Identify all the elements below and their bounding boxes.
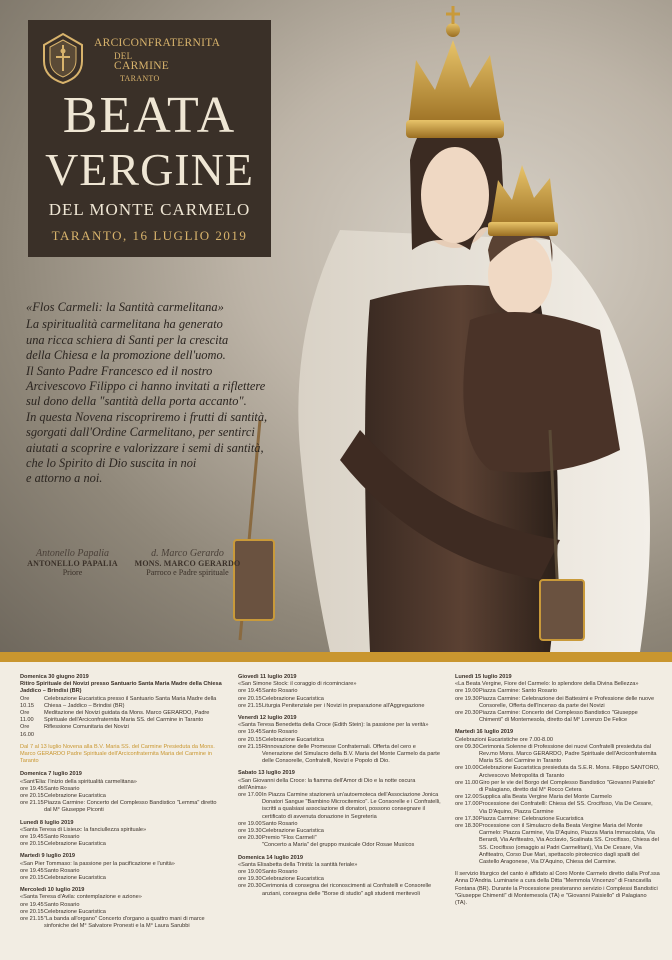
event-row — [238, 729, 444, 736]
event-time: ore 19.00 — [455, 688, 479, 695]
intro-text — [26, 300, 296, 487]
signature-scrawl: d. Marco Gerardo — [151, 548, 224, 559]
event-row — [20, 696, 222, 710]
day-subtitle: «Santa Teresa d'Avila: contemplazione e azione» — [20, 894, 142, 901]
event-time: ore 19.30 — [238, 876, 262, 883]
program-day — [20, 853, 222, 882]
program-day — [455, 674, 660, 724]
event-dateline: TARANTO, 16 LUGLIO 2019 — [51, 228, 248, 243]
confraternity-name-2: DEL — [114, 51, 133, 61]
day-heading: Lunedì 8 luglio 2019 — [20, 819, 74, 826]
event-row — [238, 737, 444, 744]
day-subtitle: «Santa Teresa Benedetta della Croce (Edith Stein): la passione per la verità» — [238, 722, 429, 729]
signature-role: Parroco e Padre spirituale — [146, 568, 229, 577]
day-heading: Venerdì 12 luglio 2019 — [238, 715, 297, 722]
event-time: ore 21.15 — [238, 702, 262, 709]
event-time: ore 20.15 — [238, 736, 262, 743]
program-day — [20, 771, 222, 814]
day-heading: Martedì 16 luglio 2019 — [455, 729, 514, 736]
event-row — [238, 696, 444, 703]
event-time: ore 19.45 — [20, 867, 44, 874]
event-row — [238, 835, 444, 842]
day-subtitle: «Santa Teresa di Lisieux: la fanciullezza spirituale» — [20, 826, 147, 833]
intro-line: che lo Spirito di Dio suscita in noi — [26, 456, 197, 471]
event-desc: Meditazione dei Novizi guidata da Mons. Marco GERARDO, Padre Spirituale dell'Arciconfraternita Maria SS. del Carmine in Taranto — [44, 710, 210, 724]
event-time: ore 18.30 — [455, 823, 479, 830]
event-row — [455, 765, 660, 779]
event-row — [238, 792, 444, 821]
event-desc: Celebrazione Eucaristica presso il Santuario Santa Maria Madre della Chiesa – Jaddico – Brindisi (BR) — [44, 695, 217, 709]
event-row — [20, 786, 222, 793]
program-section — [0, 662, 672, 960]
signature-name: ANTONELLO PAPALIA — [27, 559, 118, 568]
event-desc: Santo Rosario — [44, 834, 80, 841]
day-subtitle: «San Simone Stock: il coraggio di ricominciare» — [238, 681, 357, 688]
event-desc: Santo Rosario — [44, 867, 80, 874]
signature-pastor — [120, 548, 255, 577]
day-heading: Martedì 9 luglio 2019 — [20, 853, 76, 860]
event-row — [455, 744, 660, 766]
event-desc: Celebrazione Eucaristica — [44, 841, 106, 848]
event-time: ore 19.00 — [238, 869, 262, 876]
event-desc: Processione dei Confratelli: Chiesa del SS. Crocifisso, Via De Cesare, Via D'Aquino, Piazza Carmine — [479, 801, 653, 815]
event-desc: Piazza Carmine: Celebrazione Eucaristica — [479, 815, 584, 822]
confraternity-city: TARANTO — [120, 74, 160, 83]
event-desc: Rinnovazione delle Promesse Confraternali. Offerta del cero e Venerazione del Simulacro della B.V. Maria del Monte Carmelo da parte delle Consorelle, Confratelli, Novizi e Popolo di Dio. — [262, 743, 440, 765]
event-time: ore 19.00 — [238, 820, 262, 827]
event-row — [238, 869, 444, 876]
event-row — [20, 868, 222, 875]
event-time: ore 21.15 — [238, 743, 262, 750]
program-footnote: Il servizio liturgico del canto è affidato al Coro Monte Carmelo diretto dalla Prof.ssa Anna D'Andria. Luminarie a cura della Ditta "Memmola Vincenzo" di Francavilla Fontana (BR). Durante la Processione presteranno servizio i Complessi Bandistici "Giuseppe Chimenti" di Montemesola (TA) e "Giovanni Paisiello" di Palagiano (TA). — [455, 871, 660, 907]
event-time: ore 20.30 — [238, 835, 262, 842]
event-row — [455, 823, 660, 866]
event-row — [238, 821, 444, 828]
event-row — [20, 875, 222, 882]
event-time: ore 12.00 — [455, 794, 479, 801]
confraternity-crest-icon — [40, 31, 86, 85]
event-desc: Santo Rosario — [44, 901, 80, 908]
event-desc: Santo Rosario — [262, 729, 298, 736]
event-row — [455, 696, 660, 710]
event-row — [238, 828, 444, 835]
event-time: ore 10.00 — [455, 765, 479, 772]
event-desc: In Piazza Carmine stazionerà un'autoemoteca dell'Associazione Jonica Donatori Sangue "Bambino Microcitemico". Le Consorelle e i Confratelli, iscritti a qualsiasi associazione di donatori, possono consegnare il certificato di avvenuta donazione in Segreteria — [262, 792, 441, 820]
event-row — [238, 703, 444, 710]
intro-line: aiutati a scoprire e valorizzare i semi di santità, — [26, 440, 264, 455]
event-desc: Cerimonia di consegna dei riconoscimenti ai Confratelli e Consorelle anziani, consegna delle "Borse di studio" agli studenti meritevoli — [262, 883, 432, 897]
event-time: ore 20.15 — [20, 841, 44, 848]
day-heading: Sabato 13 luglio 2019 — [238, 770, 295, 777]
day-heading: Domenica 30 giugno 2019 — [20, 674, 89, 680]
event-desc: "La banda all'organo" Concerto d'organo a quattro mani di marce sinfoniche del M° Salvatore Pronesti e la M° Laura Sarubbi — [44, 916, 205, 930]
title-line-1: BEATA — [62, 87, 237, 144]
event-row — [455, 794, 660, 801]
event-time: ore 20.30 — [238, 883, 262, 890]
event-time: ore 17.00 — [238, 792, 262, 799]
event-row — [238, 744, 444, 766]
event-time: ore 20.15 — [238, 695, 262, 702]
event-time: ore 19.30 — [238, 828, 262, 835]
confraternity-name-1: ARCICONFRATERNITA — [94, 37, 221, 49]
day-subtitle: «San Pier Tommaso: la passione per la pacificazione e l'unità» — [20, 860, 175, 867]
event-time: ore 21.15 — [20, 800, 44, 807]
program-column-3 — [455, 674, 660, 907]
event-time: ore 19.45 — [20, 901, 44, 908]
day-subtitle: «La Beata Vergine, Fiore del Carmelo: lo splendore della Divina Bellezza» — [455, 681, 639, 688]
event-row — [20, 710, 222, 724]
program-day — [238, 715, 444, 765]
event-time: ore 20.15 — [20, 908, 44, 915]
signature-name: MONS. MARCO GERARDO — [134, 559, 241, 568]
event-row — [238, 688, 444, 695]
event-row — [20, 724, 222, 738]
event-time: ore 19.45 — [238, 688, 262, 695]
program-day — [455, 729, 660, 866]
program-column-1 — [20, 674, 222, 936]
program-day — [20, 674, 222, 739]
intro-line: Il Santo Padre Francesco ed il nostro — [26, 363, 213, 378]
event-time: Ore 10.15 — [20, 695, 34, 709]
event-time: ore 20.30 — [455, 710, 479, 717]
event-time: ore 09.30 — [455, 743, 479, 750]
event-desc: Celebrazione Eucaristica — [44, 875, 106, 882]
day-subtitle: Ritiro Spirituale dei Novizi presso Santuario Santa Maria Madre della Chiesa Jaddico – Brindisi (BR) — [20, 681, 222, 695]
event-time: ore 19.45 — [20, 834, 44, 841]
event-row — [455, 780, 660, 794]
event-desc: Premio "Flos Carmeli" — [262, 835, 317, 842]
event-row — [20, 841, 222, 848]
intro-line: della Chiesa e la promozione dell'uomo. — [26, 348, 226, 363]
day-heading: Giovedì 11 luglio 2019 — [238, 674, 297, 680]
event-row — [455, 816, 660, 823]
event-time: ore 17.00 — [455, 801, 479, 808]
event-desc: Celebrazione Eucaristica — [262, 695, 324, 702]
event-desc: Piazza Carmine: Celebrazione dei Battesimi e Professione delle nuove Consorelle, Offerta dell'Incenso da parte dei Novizi — [479, 695, 655, 709]
event-time: ore 11.00 — [455, 779, 479, 786]
event-desc: Liturgia Penitenziale per i Novizi in preparazione all'Aggregazione — [262, 702, 425, 709]
divider-band — [0, 652, 672, 662]
program-day — [238, 855, 444, 898]
event-desc: Santo Rosario — [44, 785, 80, 792]
event-time: ore 19.45 — [20, 785, 44, 792]
event-row — [455, 710, 660, 724]
intro-line: Arcivescovo Filippo ci hanno invitati a riflettere — [26, 379, 266, 394]
event-row — [20, 834, 222, 841]
day-heading: Domenica 14 luglio 2019 — [238, 854, 303, 861]
event-time: Ore 11.00 — [20, 710, 34, 724]
day-subtitle: Celebrazioni Eucaristiche ore 7.00-8.00 — [455, 736, 553, 743]
program-day — [20, 820, 222, 849]
event-row — [20, 800, 222, 814]
event-desc: Supplica alla Beata Vergine Maria del Monte Carmelo — [479, 794, 612, 801]
event-time: Ore 16.00 — [20, 724, 34, 738]
event-desc: Santo Rosario — [262, 869, 298, 876]
title-line-3: DEL MONTE CARMELO — [48, 200, 251, 219]
event-desc: Piazza Carmine: Concerto del Complesso Bandistico "Giuseppe Chimenti" di Montemesola, diretto dal M° Lorenzo De Felice — [479, 710, 638, 724]
event-row — [20, 909, 222, 916]
event-desc: Santo Rosario — [262, 820, 298, 827]
event-desc: Celebrazione Eucaristica — [262, 876, 324, 883]
day-heading: Lunedì 15 luglio 2019 — [455, 674, 512, 680]
event-time: ore 19.45 — [238, 729, 262, 736]
intro-line: una ricca schiera di Santi per la crescita — [26, 332, 229, 347]
program-day — [238, 674, 444, 710]
event-desc: Giro per le vie del Borgo del Complesso Bandistico "Giovanni Paisiello" di Palagiano, diretto dal M° Rocco Cetera — [479, 779, 656, 794]
day-heading: Domenica 7 luglio 2019 — [20, 771, 82, 778]
novena-note: Dal 7 al 13 luglio Novena alla B.V. Maria SS. del Carmine Presieduta da Mons. Marco GERARDO Padre Spirituale dell'Arciconfraternita Maria del Carmine in Taranto — [20, 743, 215, 765]
event-desc: Processione con il Simulacro della Beata Vergine Maria del Monte Carmelo: Piazza Carmine, Via D'Aquino, Piazza Maria Immacolata, Via Berardi, Via Anfiteatro, Via Acclavio, Scalinata SS. Crocifisso, Chiesa del SS. Crocifisso (omaggio ai Padri Carmelitani), Via De Cesare, Via Anfiteatro, Corso Due Mari, spettacolo pirotecnico dagli spalti del Castello Aragonese, Via D'Aquino, Chiesa del Carmine. — [479, 823, 659, 866]
program-day — [238, 770, 444, 849]
event-time: ore 20.15 — [20, 793, 44, 800]
signature-prior — [20, 548, 125, 577]
event-row — [455, 688, 660, 695]
event-row — [238, 842, 444, 849]
event-time: ore 20.15 — [20, 875, 44, 882]
event-row — [455, 801, 660, 815]
program-day — [20, 887, 222, 930]
day-subtitle: «Sant'Elia: l'inizio della spiritualità carmelitana» — [20, 778, 137, 785]
event-row — [238, 876, 444, 883]
signature-role: Priore — [62, 568, 83, 577]
event-time: ore 21.15 — [20, 916, 44, 923]
event-desc: Celebrazione Eucaristica — [44, 793, 106, 800]
event-desc: Piazza Carmine: Santo Rosario — [479, 688, 558, 695]
intro-line: La spiritualità carmelitana ha generato — [26, 317, 223, 332]
intro-line: sul dono della "santità della porta accanto". — [26, 394, 247, 409]
day-subtitle: «Santa Elisabetta della Trinità: la santità feriale» — [238, 861, 358, 868]
title-line-2: VERGINE — [45, 144, 254, 195]
event-row — [20, 793, 222, 800]
day-subtitle: «San Giovanni della Croce: la fiamma dell'Amor di Dio e la notte oscura dell'Anima» — [238, 777, 416, 791]
event-time: ore 17.30 — [455, 815, 479, 822]
confraternity-name-3: CARMINE — [114, 60, 170, 72]
event-desc: Riflessione Comunitaria dei Novizi — [44, 724, 129, 731]
intro-line: e attorno a noi. — [26, 471, 103, 486]
program-column-2 — [238, 674, 444, 903]
event-row — [238, 883, 444, 897]
event-desc: Celebrazione Eucaristica — [262, 828, 324, 835]
event-time: ore 19.30 — [455, 695, 479, 702]
event-desc: Celebrazione Eucaristica — [262, 736, 324, 743]
day-heading: Mercoledì 10 luglio 2019 — [20, 887, 85, 894]
intro-title: «Flos Carmeli: la Santità carmelitana» — [26, 300, 224, 314]
event-desc: Celebrazione Eucaristica — [44, 908, 106, 915]
event-desc: "Concerto a Maria" del gruppo musicale Odor Rosae Musicos — [262, 842, 415, 849]
event-desc: Cerimonia Solenne di Professione dei nuovi Confratelli presieduta dal Rev.mo Mons. Marco GERARDO, Padre Spirituale dell'Arciconfraternita Maria SS. del Carmine in Taranto — [479, 743, 657, 765]
event-row — [20, 902, 222, 909]
event-desc: Piazza Carmine: Concerto del Complesso Bandistico "Lemma" diretto dal M° Giuseppe Piconti — [44, 800, 217, 814]
event-row — [20, 916, 222, 930]
signature-scrawl: Antonello Papalia — [35, 548, 110, 559]
intro-line: In questa Novena riscopriremo i frutti di santità, — [26, 409, 268, 424]
event-desc: Santo Rosario — [262, 688, 298, 695]
event-desc: Celebrazione Eucaristica presieduta da S.E.R. Mons. Filippo SANTORO, Arcivescovo Metropolita di Taranto — [479, 765, 660, 779]
intro-line: sgorgati dall'Ordine Carmelitano, per sentirci — [26, 425, 255, 440]
